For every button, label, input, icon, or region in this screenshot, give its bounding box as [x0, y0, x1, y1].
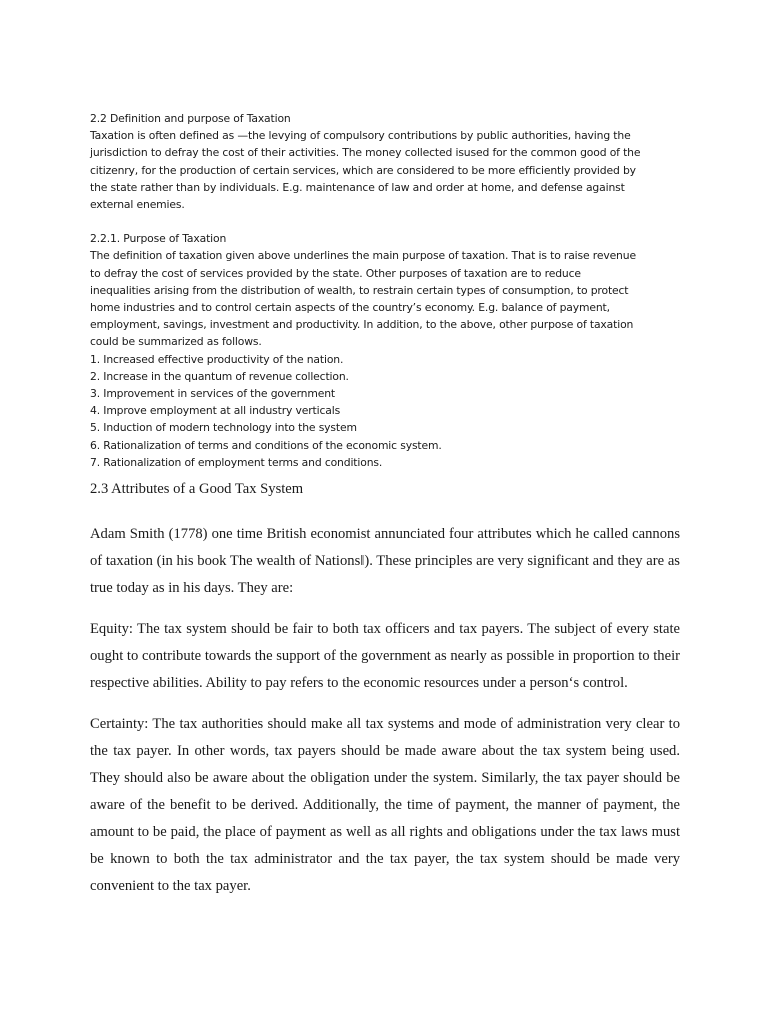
list-item: 5. Induction of modern technology into the system	[90, 421, 357, 435]
document-page	[90, 110, 680, 900]
certainty-paragraph: Certainty: The tax authorities should make all tax systems and mode of administration very clear to the tax payer. In other words, tax payers should be made aware about the tax system being used. They should also be aware about the obligation under the system. Similarly, the tax payer should be aware of the benefit to be derived. Additionally, the time of payment, the manner of payment, the amount to be paid, the place of payment as well as all rights and obligations under the tax laws must be known to both the tax administrator and the tax payer, the tax system should be made very convenient to the tax payer.	[90, 716, 680, 895]
paragraph-line: employment, savings, investment and productivity. In addition, to the above, other purpose of taxation	[90, 318, 634, 332]
paragraph-line: Taxation is often defined as —the levying of compulsory contributions by public authorities, having the	[90, 129, 631, 143]
paragraph-line: inequalities arising from the distribution of wealth, to restrain certain types of consumption, to protect	[90, 283, 629, 297]
list-item: 2. Increase in the quantum of revenue collection.	[90, 369, 349, 383]
paragraph-line: the state rather than by individuals. E.g. maintenance of law and order at home, and defense against	[90, 180, 625, 194]
paragraph-line: jurisdiction to defray the cost of their activities. The money collected isused for the common good of the	[90, 146, 641, 160]
intro-paragraph: Adam Smith (1778) one time British economist annunciated four attributes which he called cannons of taxation (in his book The wealth of Nations‖). These principles are very significant and they are as true today as in his days. They are:	[90, 526, 680, 597]
list-item: 4. Improve employment at all industry verticals	[90, 404, 341, 418]
list-item: 3. Improvement in services of the government	[90, 387, 336, 401]
section-heading-2-3: 2.3 Attributes of a Good Tax System	[90, 481, 304, 498]
paragraph-line: citizenry, for the production of certain services, which are considered to be more efficiently provided by	[90, 163, 636, 177]
purpose-list	[90, 351, 680, 471]
list-item: 7. Rationalization of employment terms and conditions.	[90, 455, 383, 469]
section-heading-2-2: 2.2 Definition and purpose of Taxation	[90, 112, 291, 125]
equity-paragraph: Equity: The tax system should be fair to both tax officers and tax payers. The subject of every state ought to contribute towards the support of the government as nearly as possible in proportion to their respective abilities. Ability to pay refers to the economic resources under a person‘s control.	[90, 621, 680, 692]
spacer	[90, 213, 680, 230]
paragraph-line: could be summarized as follows.	[90, 335, 262, 349]
paragraph-line: The definition of taxation given above underlines the main purpose of taxation. That is to raise revenue	[90, 249, 636, 263]
section-2-2-1	[90, 230, 680, 471]
list-item: 6. Rationalization of terms and conditions of the economic system.	[90, 438, 442, 452]
paragraph-line: to defray the cost of services provided by the state. Other purposes of taxation are to reduce	[90, 266, 581, 280]
paragraph-line: external enemies.	[90, 198, 185, 212]
paragraph-line: home industries and to control certain aspects of the country’s economy. E.g. balance of payment,	[90, 301, 610, 315]
section-heading-2-2-1: 2.2.1. Purpose of Taxation	[90, 232, 227, 246]
section-2-2	[90, 110, 680, 213]
list-item: 1. Increased effective productivity of the nation.	[90, 352, 344, 366]
